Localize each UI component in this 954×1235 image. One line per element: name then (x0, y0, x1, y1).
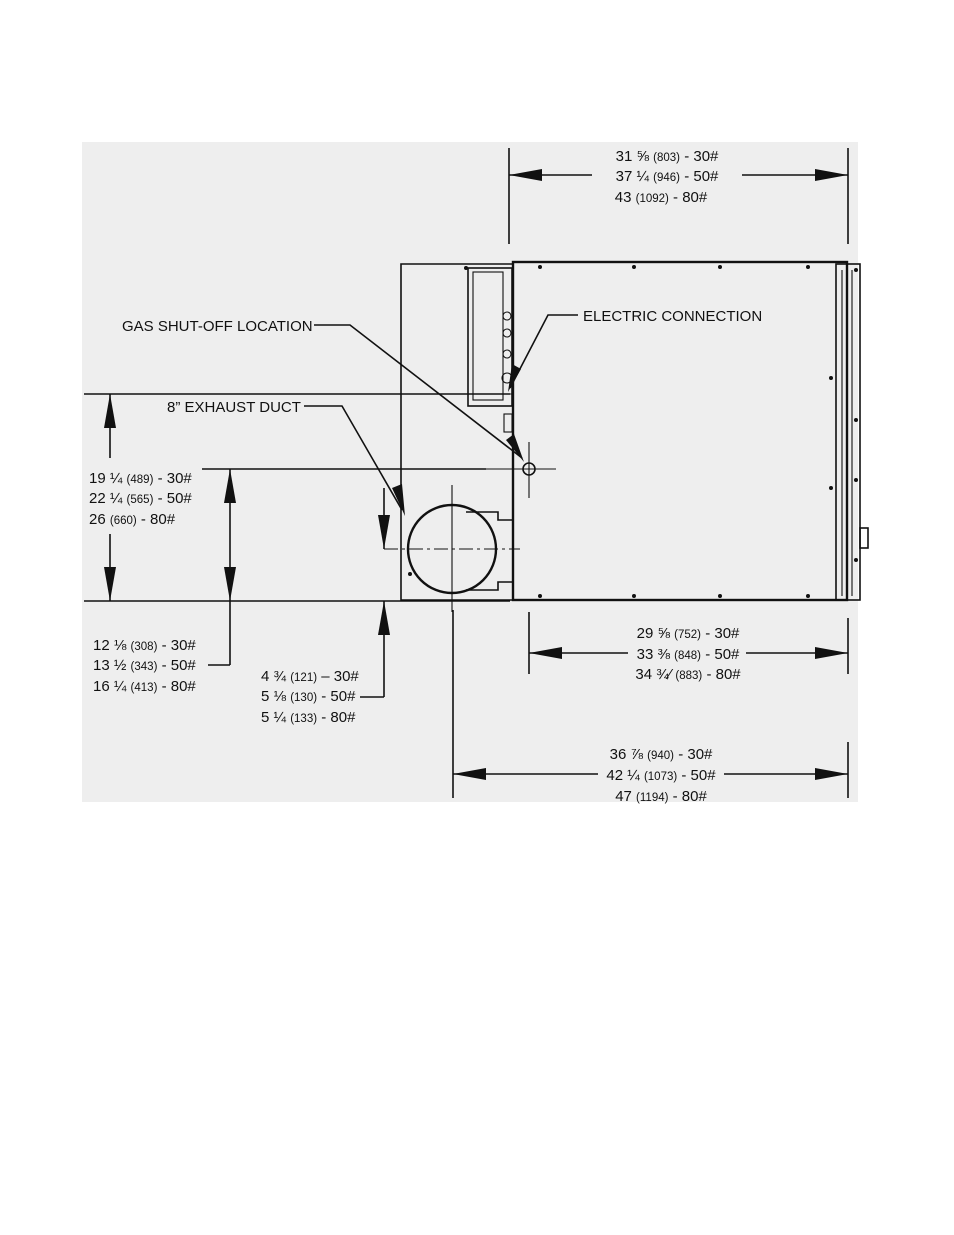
dimension-line: 4 ¾ (121) – 30# (261, 668, 359, 685)
overall-top-dimension (615, 148, 719, 206)
dimension-line: 16 ¼ (413) - 80# (93, 678, 196, 695)
dimension-line: 34 ¾⁄ (883) - 80# (635, 666, 741, 683)
dimension-line: 42 ¼ (1073) - 50# (606, 767, 716, 784)
dimension-line: 5 ¼ (133) - 80# (261, 709, 356, 726)
dimension-line: 36 ⅞ (940) - 30# (609, 746, 713, 763)
dimension-line: 37 ¼ (946) - 50# (615, 168, 719, 185)
dimension-line: 19 ¼ (489) - 30# (89, 470, 192, 487)
dimension-line: 29 ⅝ (752) - 30# (636, 625, 740, 642)
duct-offset-dimension (261, 668, 359, 726)
body-width-dimension (635, 625, 741, 683)
exhaust-duct-label: 8” EXHAUST DUCT (167, 399, 301, 416)
dimension-line: 5 ⅛ (130) - 50# (261, 688, 356, 705)
electric-connection-label: ELECTRIC CONNECTION (583, 308, 763, 325)
overall-bottom-dimension (606, 746, 716, 805)
dimension-line: 33 ⅜ (848) - 50# (636, 646, 740, 663)
gas-height-dimension (93, 637, 196, 695)
dimension-line: 47 (1194) - 80# (615, 788, 707, 805)
drawing-panel (82, 142, 858, 802)
dimension-line: 31 ⅝ (803) - 30# (615, 148, 719, 165)
dimension-line: 12 ⅛ (308) - 30# (93, 637, 196, 654)
dimension-line: 43 (1092) - 80# (614, 189, 708, 206)
dimension-line: 13 ½ (343) - 50# (93, 657, 196, 674)
dimension-line: 26 (660) - 80# (89, 511, 176, 528)
gas-shutoff-label: GAS SHUT-OFF LOCATION (122, 318, 313, 335)
dimension-line: 22 ¼ (565) - 50# (89, 490, 192, 507)
